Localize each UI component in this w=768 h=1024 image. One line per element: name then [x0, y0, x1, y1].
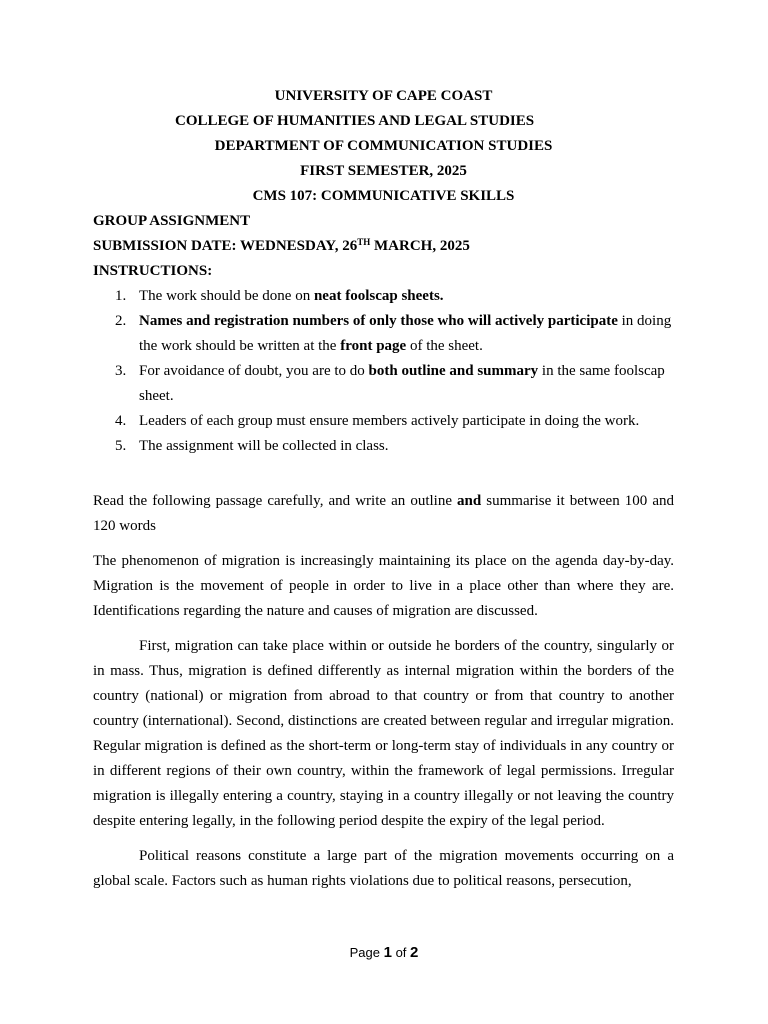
page-number: 1	[383, 944, 392, 961]
page-label: Page	[349, 945, 384, 960]
list-item: 3. For avoidance of doubt, you are to do both outline and summary in the same foolscap sheet.	[93, 359, 674, 409]
list-item: 5. The assignment will be collected in class.	[93, 434, 674, 459]
course-title: CMS 107: COMMUNICATIVE SKILLS	[252, 188, 515, 204]
college-title: COLLEGE OF HUMANITIES AND LEGAL STUDIES	[175, 113, 535, 129]
list-item-number: 2.	[115, 313, 127, 329]
passage-paragraph-2: First, migration can take place within or outside he borders of the country, singularly or in mass. Thus, migration is defined differently as internal migration within the borders of the country (national) or migration from abroad to that country or from that country to another country (international). Second, distinctions are created between regular and irregular migration. Regular migration is defined as the short-term or long-term stay of individuals in any country or in different regions of their own country, within the framework of legal permissions. Irregular migration is illegally entering a country, staying in a country illegally or not leaving the country despite entering legally, in the following period despite the expiry of the legal period.	[93, 638, 674, 829]
list-item: 4. Leaders of each group must ensure members actively participate in doing the work.	[93, 409, 674, 434]
instructions-list	[93, 284, 674, 459]
university-title: UNIVERSITY OF CAPE COAST	[274, 88, 493, 104]
list-item-number: 4.	[115, 413, 127, 429]
passage-paragraph-1: The phenomenon of migration is increasingly maintaining its place on the agenda day-by-day. Migration is the movement of people in order to live in a place other than where they are. Identifications regarding the nature and causes of migration are discussed.	[93, 553, 674, 619]
task-instruction: Read the following passage carefully, and write an outline and summarise it between 100 and 120 words	[93, 493, 674, 534]
list-item: 2. Names and registration numbers of only those who will actively participate in doing the work should be written at the front page of the sheet.	[93, 309, 674, 359]
list-item-number: 3.	[115, 363, 127, 379]
department-title: DEPARTMENT OF COMMUNICATION STUDIES	[214, 138, 553, 154]
page-total: 2	[410, 944, 419, 961]
passage-paragraph-3: Political reasons constitute a large part of the migration movements occurring on a global scale. Factors such as human rights violations due to political reasons, persecution,	[93, 848, 674, 889]
of-label: of	[391, 945, 411, 960]
list-item-number: 5.	[115, 438, 127, 454]
list-item-number: 1.	[115, 288, 127, 304]
semester-title: FIRST SEMESTER, 2025	[300, 163, 467, 179]
document-page	[93, 84, 674, 894]
instructions-heading: INSTRUCTIONS:	[93, 263, 213, 279]
page-footer	[0, 944, 768, 961]
list-item: 1. The work should be done on neat foolscap sheets.	[93, 284, 674, 309]
submission-date: SUBMISSION DATE: WEDNESDAY, 26TH MARCH, 2025	[93, 237, 470, 254]
assignment-type: GROUP ASSIGNMENT	[93, 213, 251, 229]
